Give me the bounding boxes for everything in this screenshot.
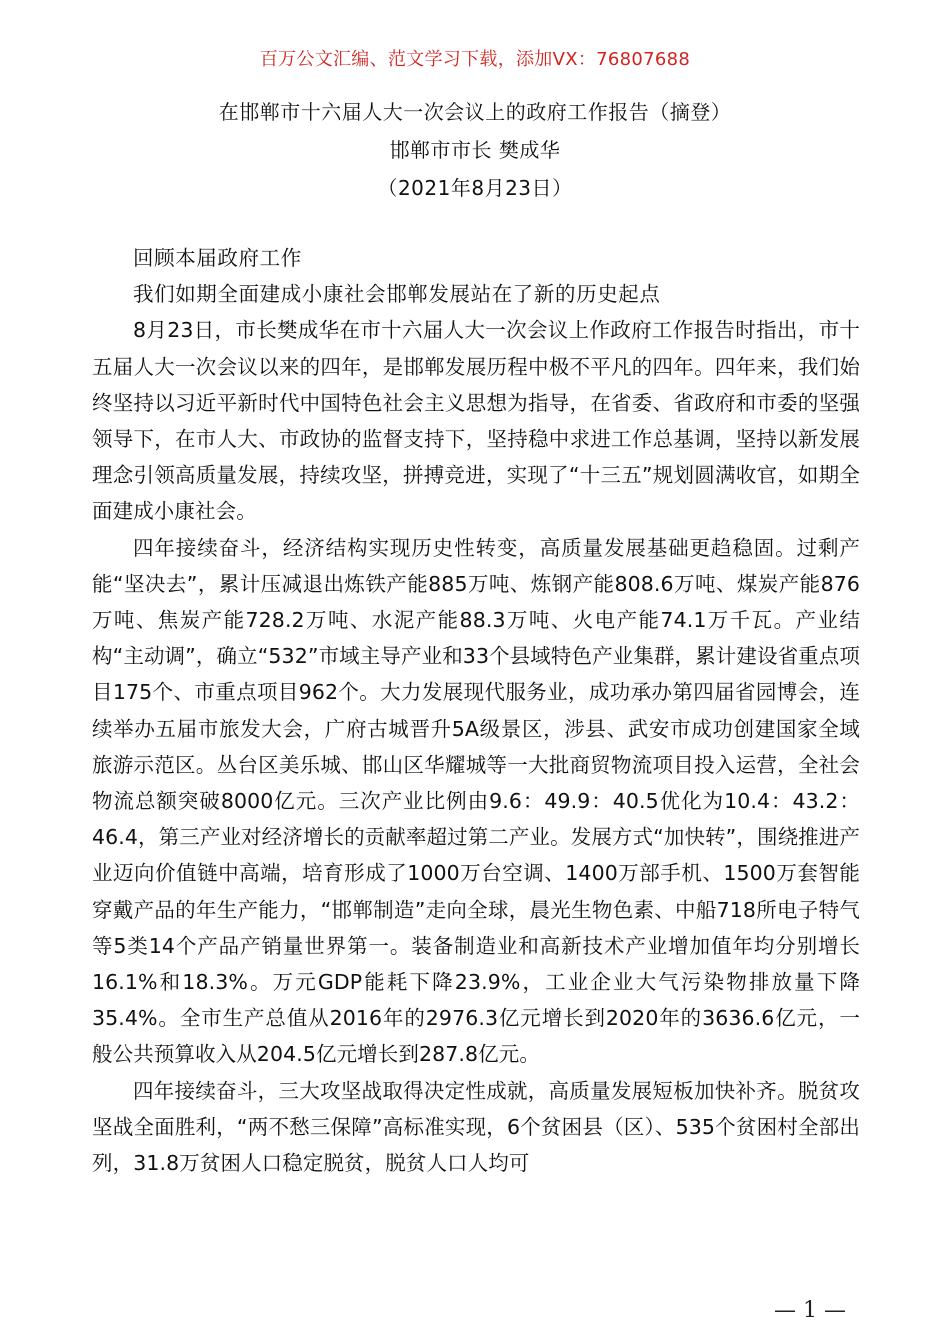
section-subheading: 我们如期全面建成小康社会邯郸发展站在了新的历史起点	[133, 282, 661, 307]
watermark-text: 百万公文汇编、范文学习下载，添加VX：76807688	[259, 49, 691, 70]
page-number: — 1 —	[774, 1298, 846, 1323]
body-paragraph: 8月23日，市长樊成华在市十六届人大一次会议上作政府工作报告时指出，市十五届人大一次会议以来的四年，是邯郸发展历程中极不平凡的四年。四年来，我们始终坚持以习近平新时代中国特色社会主义思想为指导，在省委、省政府和市委的坚强领导下，在市人大、市政协的监督支持下，坚持稳中求进工作总基调，坚持以新发展理念引领高质量发展，持续攻坚，拼搏竞进，实现了“十三五”规划圆满收官，如期全面建成小康社会。	[92, 318, 860, 524]
document-title: 在邯郸市十六届人大一次会议上的政府工作报告（摘登）	[218, 100, 732, 124]
section-heading: 回顾本届政府工作	[133, 246, 302, 270]
body-paragraph: 四年接续奋斗，经济结构实现历史性转变，高质量发展基础更趋稳固。过剩产能“坚决去”，累计压减退出炼铁产能885万吨、炼钢产能808.6万吨、煤炭产能876万吨、焦炭产能728.2万吨、水泥产能88.3万吨、火电产能74.1万千瓦。产业结构“主动调”，确立“532”市域主导产业和33个县域特色产业集群，累计建设省重点项目175个、市重点项目962个。大力发展现代服务业，成功承办第四届省园博会，连续举办五届市旅发大会，广府古城晋升5A级景区，涉县、武安市成功创建国家全域旅游示范区。丛台区美乐城、邯山区华耀城等一大批商贸物流项目投入运营，全社会物流总额突破8000亿元。三次产业比例由9.6：49.9：40.5优化为10.4：43.2：46.4，第三产业对经济增长的贡献率超过第二产业。发展方式“加快转”，围绕推进产业迈向价值链中高端，培育形成了1000万台空调、1400万部手机、1500万套智能穿戴产品的年生产能力，“邯郸制造”走向全球，晨光生物色素、中船718所电子特气等5类14个产品产销量世界第一。装备制造业和高新技术产业增加值年均分别增长16.1%和18.3%。万元GDP能耗下降23.9%，工业企业大气污染物排放量下降35.4%。全市生产总值从2016年的2976.3亿元增长到2020年的3636.6亿元，一般公共预算收入从204.5亿元增长到287.8亿元。	[92, 535, 860, 1067]
document-author: 邯郸市市长 樊成华	[389, 138, 561, 162]
document-date: （2021年8月23日）	[377, 176, 573, 200]
body-paragraph: 四年接续奋斗，三大攻坚战取得决定性成就，高质量发展短板加快补齐。脱贫攻坚战全面胜利，“两不愁三保障”高标准实现，6个贫困县（区）、535个贫困村全部出列，31.8万贫困人口稳定脱贫，脱贫人口人均可	[92, 1078, 860, 1176]
document-body	[92, 240, 860, 1181]
